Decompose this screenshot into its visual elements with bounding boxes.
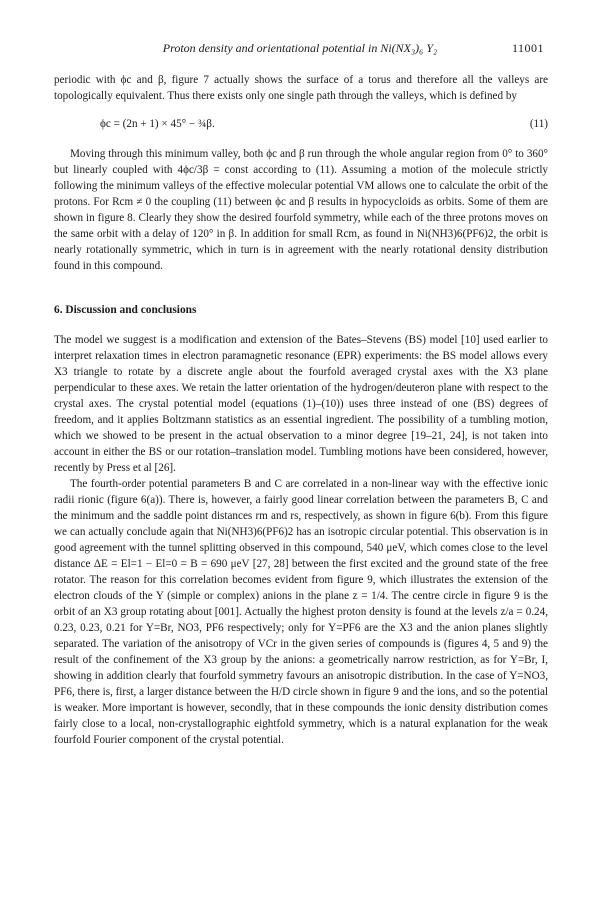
running-head: [0, 38, 600, 58]
paragraph-minimum-valley: Moving through this minimum valley, both ϕc and β run through the whole angular region from 0° to 360° but linearly coupled with 4ϕc/3β = const according to (11). Assuming a motion of the molecule strictly following the minimum valleys of the effective molecular potential VM allows one to calculate the orbit of the protons. For Rcm ≠ 0 the coupling (11) between ϕc and β results in hypocycloids as orbits. Some of them are shown in figure 8. Clearly they show the desired fourfold symmetry, while each of the three protons moves on the same orbit with a delay of 120° in β. In addition for small Rcm, as found in Ni(NH3)6(PF6)2, the orbit is nearly rotationally symmetric, which in turn is in agreement with the nearly rotational density distribution found in this compound.: [54, 148, 548, 272]
equation-text: ϕc = (2n + 1) × 45° − ¾β.: [100, 118, 215, 130]
page-number: 11001: [511, 41, 544, 55]
paragraph-potential-parameters: The fourth-order potential parameters B and C are correlated in a non-linear way with the effective ionic radii rionic (figure 6(a)). There is, however, a fairly good linear correlation between the parameters B, C and the minimum and the saddle point distances rm and rs, respectively, as shown in figure 6(b). From this figure we can actually conclude again that Ni(NH3)6(PF6)2 has an isotropic circular potential. This observation is in good agreement with the tunnel splitting observed in this compound, 540 μeV, which comes close to the level distance ΔE = El=1 − El=0 = B = 690 μeV [27, 28] between the first excited and the ground state of the free rotator. The reason for this correlation becomes evident from figure 9, which illustrates the extension of the electron clouds of the Y (simple or complex) anions in the plane z = 1/4. The centre circle in figure 9 is the orbit of an X3 group rotating about [001]. Actually the highest proton density is found at the levels z/a = 0.24, 0.23, 0.23, 0.21 for Y=Br, NO3, PF6 respectively; only for Y=PF6 are the X3 and the anion planes slightly separated. The variation of the anisotropy of VCr in the given series of compounds is (figures 4, 5 and 9) the result of the confinement of the X3 group by the anions: a geometrically narrow restriction, as for Y=Br, I, showing in addition clearly that fourfold symmetry favours an anisotropic distribution. In the case of Y=NO3, PF6, there is, first, a larger distance between the H/D circle shown in figure 9 and the ions, and so the potential is weaker. More important is however, secondly, that in these compounds the ionic density distribution comes fairly close to a local, non-crystallographic eightfold symmetry, which is a natural explanation for the weak fourfold Fourier component of the crystal potential.: [54, 478, 548, 746]
running-head-title: Proton density and orientational potential in Ni(NX₃)₆ Y₂: [162, 41, 438, 55]
equation-number: (11): [529, 118, 548, 130]
equation-11: [54, 116, 548, 132]
paragraph-model: The model we suggest is a modification and extension of the Bates–Stevens (BS) model [10] used earlier to interpret relaxation times in electron paramagnetic resonance (EPR) experiments: the BS model allows every X3 triangle to rotate by a discrete angle about the fourfold averaged crystal axes with the X3 plane perpendicular to these axes. We retain the latter orientation of the hydrogen/deuteron plane with respect to the crystal axes. The crystal potential model (equations (1)–(10)) uses three instead of one (BS) degrees of freedom, and it applies Boltzmann statistics as an essential ingredient. The possibility of a tumbling motion, which we showed to be present in the actual observation to a minor degree [19–21, 24], is not taken into account in either the BS or our rotation–translation model. Tumbling motions have been considered, however, recently by Press et al [26].: [54, 334, 548, 474]
paragraph-intro: periodic with ϕc and β, figure 7 actually shows the surface of a torus and therefore all the valleys are topologically equivalent. Thus there exists only one single path through the valleys, which is defined by: [54, 74, 548, 102]
section-heading: 6. Discussion and conclusions: [54, 304, 197, 316]
article-body: [54, 72, 548, 748]
